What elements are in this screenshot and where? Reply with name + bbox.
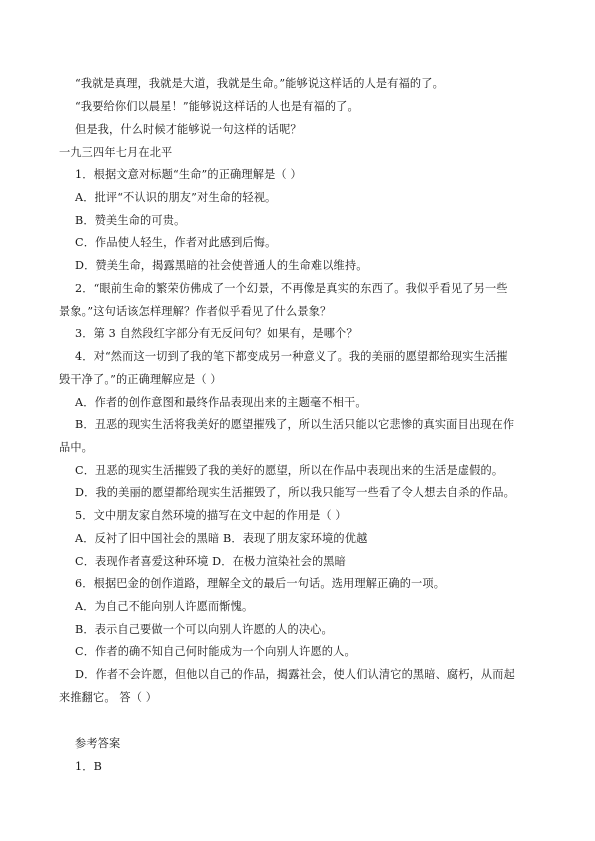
- q1-option-b: B．赞美生命的可贵。: [75, 214, 186, 227]
- question-4: 4．对“然而这一切到了我的笔下都变成另一种意义了。我的美丽的愿望都给现实生活摧: [75, 350, 508, 363]
- text-line-1: “我就是真理，我就是大道，我就是生命。”能够说这样话的人是有福的了。: [75, 77, 444, 90]
- q4-option-a: A．作者的创作意图和最终作品表现出来的主题毫不相干。: [75, 396, 367, 409]
- question-5: 5．文中朋友家自然环境的描写在文中起的作用是（ ）: [75, 509, 347, 522]
- date-line: 一九三四年七月在北平: [59, 146, 173, 159]
- q1-option-d: D．赞美生命，揭露黑暗的社会使普通人的生命难以维持。: [75, 259, 368, 272]
- q4-option-c: C．丑恶的现实生活摧毁了我的美好的愿望，所以在作品中表现出来的生活是虚假的。: [75, 464, 504, 477]
- q6-option-d-cont: 来推翻它。 答（ ）: [59, 691, 158, 704]
- question-2-cont: 景象。”这句话该怎样理解？作者似乎看见了什么景象？: [59, 305, 332, 318]
- q1-option-a: A．批评“不认识的朋友”对生命的轻视。: [75, 191, 277, 204]
- q4-option-b: B．丑恶的现实生活将我美好的愿望摧残了，所以生活只能以它悲惨的真实面目出现在作: [75, 418, 515, 431]
- answer-1: 1．B: [75, 760, 102, 773]
- q6-option-a: A．为自己不能向别人许愿而惭愧。: [75, 600, 254, 613]
- question-1: 1．根据文意对标题“生命”的正确理解是（ ）: [75, 168, 302, 181]
- question-3: 3．第 3 自然段红字部分有无反问句？如果有，是哪个？: [75, 327, 358, 340]
- q6-option-b: B．表示自己要做一个可以向别人许愿的人的决心。: [75, 623, 333, 636]
- q1-option-c: C．作品使人轻生，作者对此感到后悔。: [75, 236, 277, 249]
- question-4-cont: 毁干净了。”的正确理解应是（ ）: [59, 373, 222, 386]
- question-2: 2．“眼前生命的繁荣仿佛成了一个幻景，不再像是真实的东西了。我似乎看见了另一些: [75, 282, 508, 295]
- answer-heading: 参考答案: [75, 737, 121, 750]
- q6-option-d: D．作者不会许愿，但他以自己的作品，揭露社会，使人们认清它的黑暗、腐朽，从而起: [75, 668, 515, 681]
- question-6: 6．根据巴金的创作道路，理解全文的最后一句话。选用理解正确的一项。: [75, 577, 446, 590]
- q5-options-cd: C．表现作者喜爱这种环境 D．在极力渲染社会的黑暗: [75, 555, 346, 568]
- q4-option-d: D．我的美丽的愿望都给现实生活摧毁了，所以我只能写一些看了令人想去自杀的作品。: [75, 486, 515, 499]
- text-line-2: “我要给你们以晨星！”能够说这样话的人也是有福的了。: [75, 100, 359, 113]
- q5-options-ab: A．反衬了旧中国社会的黑暗 B．表现了朋友家环境的优越: [75, 532, 368, 545]
- q4-option-b-cont: 品中。: [59, 441, 94, 454]
- q6-option-c: C．作者的确不知自己何时能成为一个向别人许愿的人。: [75, 645, 356, 658]
- text-line-3: 但是我，什么时候才能够说一句这样的话呢？: [75, 123, 302, 136]
